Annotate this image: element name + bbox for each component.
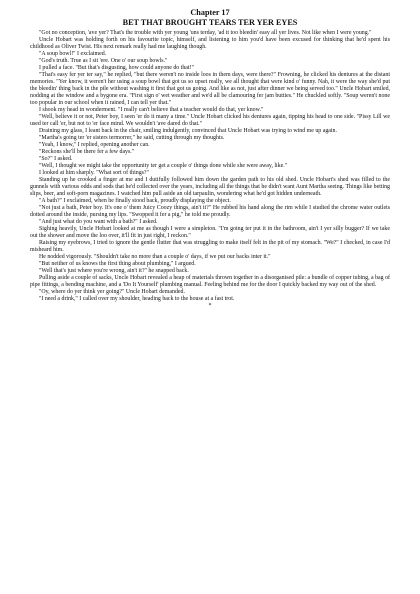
paragraph: "And just what do you want with a bath?" I asked.: [39, 218, 158, 225]
paragraph: Draining my glass, I leant back in the chair, smiling indulgently, convinced that Uncle Hobart was trying to wind me up again.: [39, 127, 337, 134]
end-mark: *: [208, 302, 212, 309]
paragraph: "Martha's going ter 'er sisters termorrer," he said, cutting through my thoughts.: [39, 134, 225, 141]
paragraph: Standing up he crooked a finger at me and I dutifully followed him down the garden path to his old shed. Uncle Hobart's shed was filled to the gunnels with various odds and sods that he'd collected over the years, including all the things that he didn't want Aunt Martha seeing. Things like betting slips, beer, and soft-porn magazines. I watched him pull aside an old tarpaulin, wondering what he'd got hidden underneath.: [30, 176, 390, 197]
paragraph: I shook my head in wonderment. "I really can't believe that a teacher would do that, yer know.": [39, 106, 264, 113]
paragraph: "A bath?" I exclaimed, when he finally stood back, proudly displaying the object.: [39, 197, 231, 204]
paragraph: "But neither of us knows the first thing about plumbing," I argued.: [39, 260, 196, 267]
paragraph: "Oy, where do yer think yer going?" Uncle Hobart demanded.: [39, 288, 185, 295]
paragraph: "Not just a bath, Peter boy. It's one o' them Juicy Coozy things, ain't it?" He rubbed his hand along the rim while I studied the chrome water outlets dotted around the inside, pursing my lips. "Swopped it fer a pig," he told me proudly.: [30, 204, 390, 218]
paragraph: "Well that's just where you're wrong, ain't it?" he snapped back.: [39, 267, 189, 274]
paragraph: "Reckons she'll be there fer a few days.": [39, 148, 135, 155]
paragraph: Uncle Hobart was holding forth on his favourite topic, himself, and listening to him you'd have been excused for thinking that he'd spent his childhood as Oliver Twist. His next remark really had me laughing though.: [30, 36, 390, 50]
paragraph: Sighing heavily, Uncle Hobart looked at me as though I were a simpleton. "I'm going ter put it in the bathroom, ain't I yer silly bugger? If we take out the shower and move the loo over, it'll fit in just right, I reckon.": [30, 225, 390, 239]
paragraph: Pulling aside a couple of sacks, Uncle Hobart revealed a heap of materials thrown together in a disorganised pile: a bundle of copper tubing, a bag of pipe fittings, a bending machine, and a 'Do It Yourself' plumbing manual. Feeling behind me for the door I quickly backed my way out of the shed.: [30, 274, 390, 288]
paragraph: "Well, I thought we might take the opportunity ter get a couple o' things done while she were away, like.": [39, 162, 288, 169]
paragraph: "That's easy fer yer ter say," he replied, "but there weren't no inside loos in them days, were there?" Frowning, he clicked his dentures at the distant memories. "Yer know, it weren't her using a soup bowl that got us so upset really, we all thought that were kind o' funny. Nah, it were the way she'd put the bleedin' thing back in the pile without washing it first that got us going. And like as not, just after dinner we being served too." Uncle Hobart smiled, nodding at the window and a bygone era. "First sign o' wet weather and we'd all be clamouring fer jam butties." He chuckled softly. "Soup weren't none too popular in our school when it rained, I can tell yer that.": [30, 71, 390, 106]
chapter-body: [30, 30, 390, 303]
paragraph: "So?" I asked.: [39, 155, 73, 162]
paragraph: I pulled a face. "But that's disgusting, how could anyone do that!": [39, 64, 194, 71]
paragraph: I looked at him sharply. "What sort of things?": [39, 169, 149, 176]
paragraph: "God's truth. True as I sit 'ere. One o' our soup bowls.": [39, 57, 168, 64]
paragraph: Raising my eyebrows, I tried to ignore the gentle flutter that was struggling to make itself felt in the pit of my stomach. "We?" I checked, in case I'd misheard him.: [30, 239, 390, 253]
paragraph: "Yeah, I know," I replied, opening another can.: [39, 141, 150, 148]
paragraph: "A soup bowl!" I exclaimed.: [39, 50, 107, 57]
paragraph: "Got no conception, 'ave yer? That's the trouble with yer young 'uns terday, 'ad it too bleedin' easy all yer lives. Not like when I were young.": [39, 29, 372, 36]
chapter-number: Chapter 17: [190, 8, 230, 17]
paragraph: "I need a drink," I called over my shoulder, heading back to the house at a fast trot.: [39, 295, 235, 302]
chapter-title: BET THAT BROUGHT TEARS TER YER EYES: [122, 17, 298, 27]
paragraph: "Well, believe it or not, Peter boy, I seen 'er do it many a time." Uncle Hobart clicked his dentures again, tipping his head to one side. "Pissy Lill we used ter call 'er, but not to 'er face mind. We wouldn't 'ave dared do that.": [30, 113, 390, 127]
paragraph: He nodded vigorously. "Shouldn't take no more than a couple o' days, if we put our backs inter it.": [39, 253, 271, 260]
